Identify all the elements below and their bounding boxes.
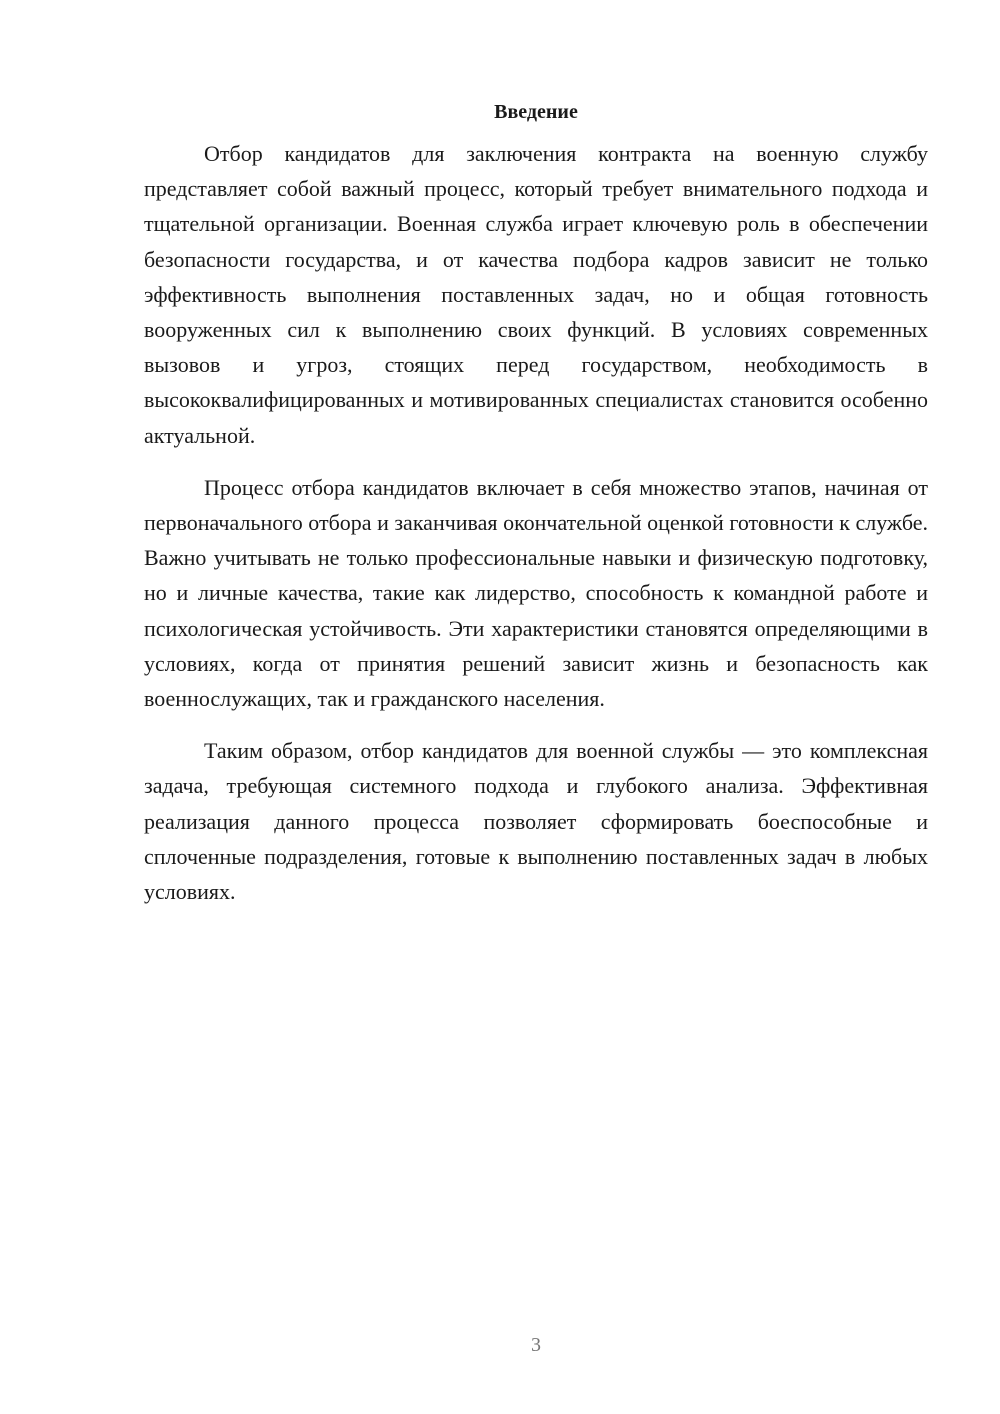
page-number: 3	[531, 1334, 541, 1356]
paragraph-2: Процесс отбора кандидатов включает в себя множество этапов, начиная от первоначального отбора и заканчивая окончательной оценкой готовности к службе. Важно учитывать не только профессиональные навыки и физическую подготовку, но и личные качества, такие как лидерство, способность к командной работе и психологическая устойчивость. Эти характеристики становятся определяющими в условиях, когда от принятия решений зависит жизнь и безопасность как военнослужащих, так и гражданского населения.	[144, 474, 928, 712]
section-title: Введение	[494, 101, 578, 123]
page-content	[144, 100, 928, 926]
paragraph-1: Отбор кандидатов для заключения контракта на военную службу представляет собой важный процесс, который требует внимательного подхода и тщательной организации. Военная служба играет ключевую роль в обеспечении безопасности государства, и от качества подбора кадров зависит не только эффективность выполнения поставленных задач, но и общая готовность вооруженных сил к выполнению своих функций. В условиях современных вызовов и угроз, стоящих перед государством, необходимость в высококвалифицированных и мотивированных специалистах становится особенно актуальной.	[144, 141, 928, 448]
paragraph-3: Таким образом, отбор кандидатов для военной службы — это комплексная задача, требующая системного подхода и глубокого анализа. Эффективная реализация данного процесса позволяет сформировать боеспособные и сплоченные подразделения, готовые к выполнению поставленных задач в любых условиях.	[144, 738, 928, 905]
